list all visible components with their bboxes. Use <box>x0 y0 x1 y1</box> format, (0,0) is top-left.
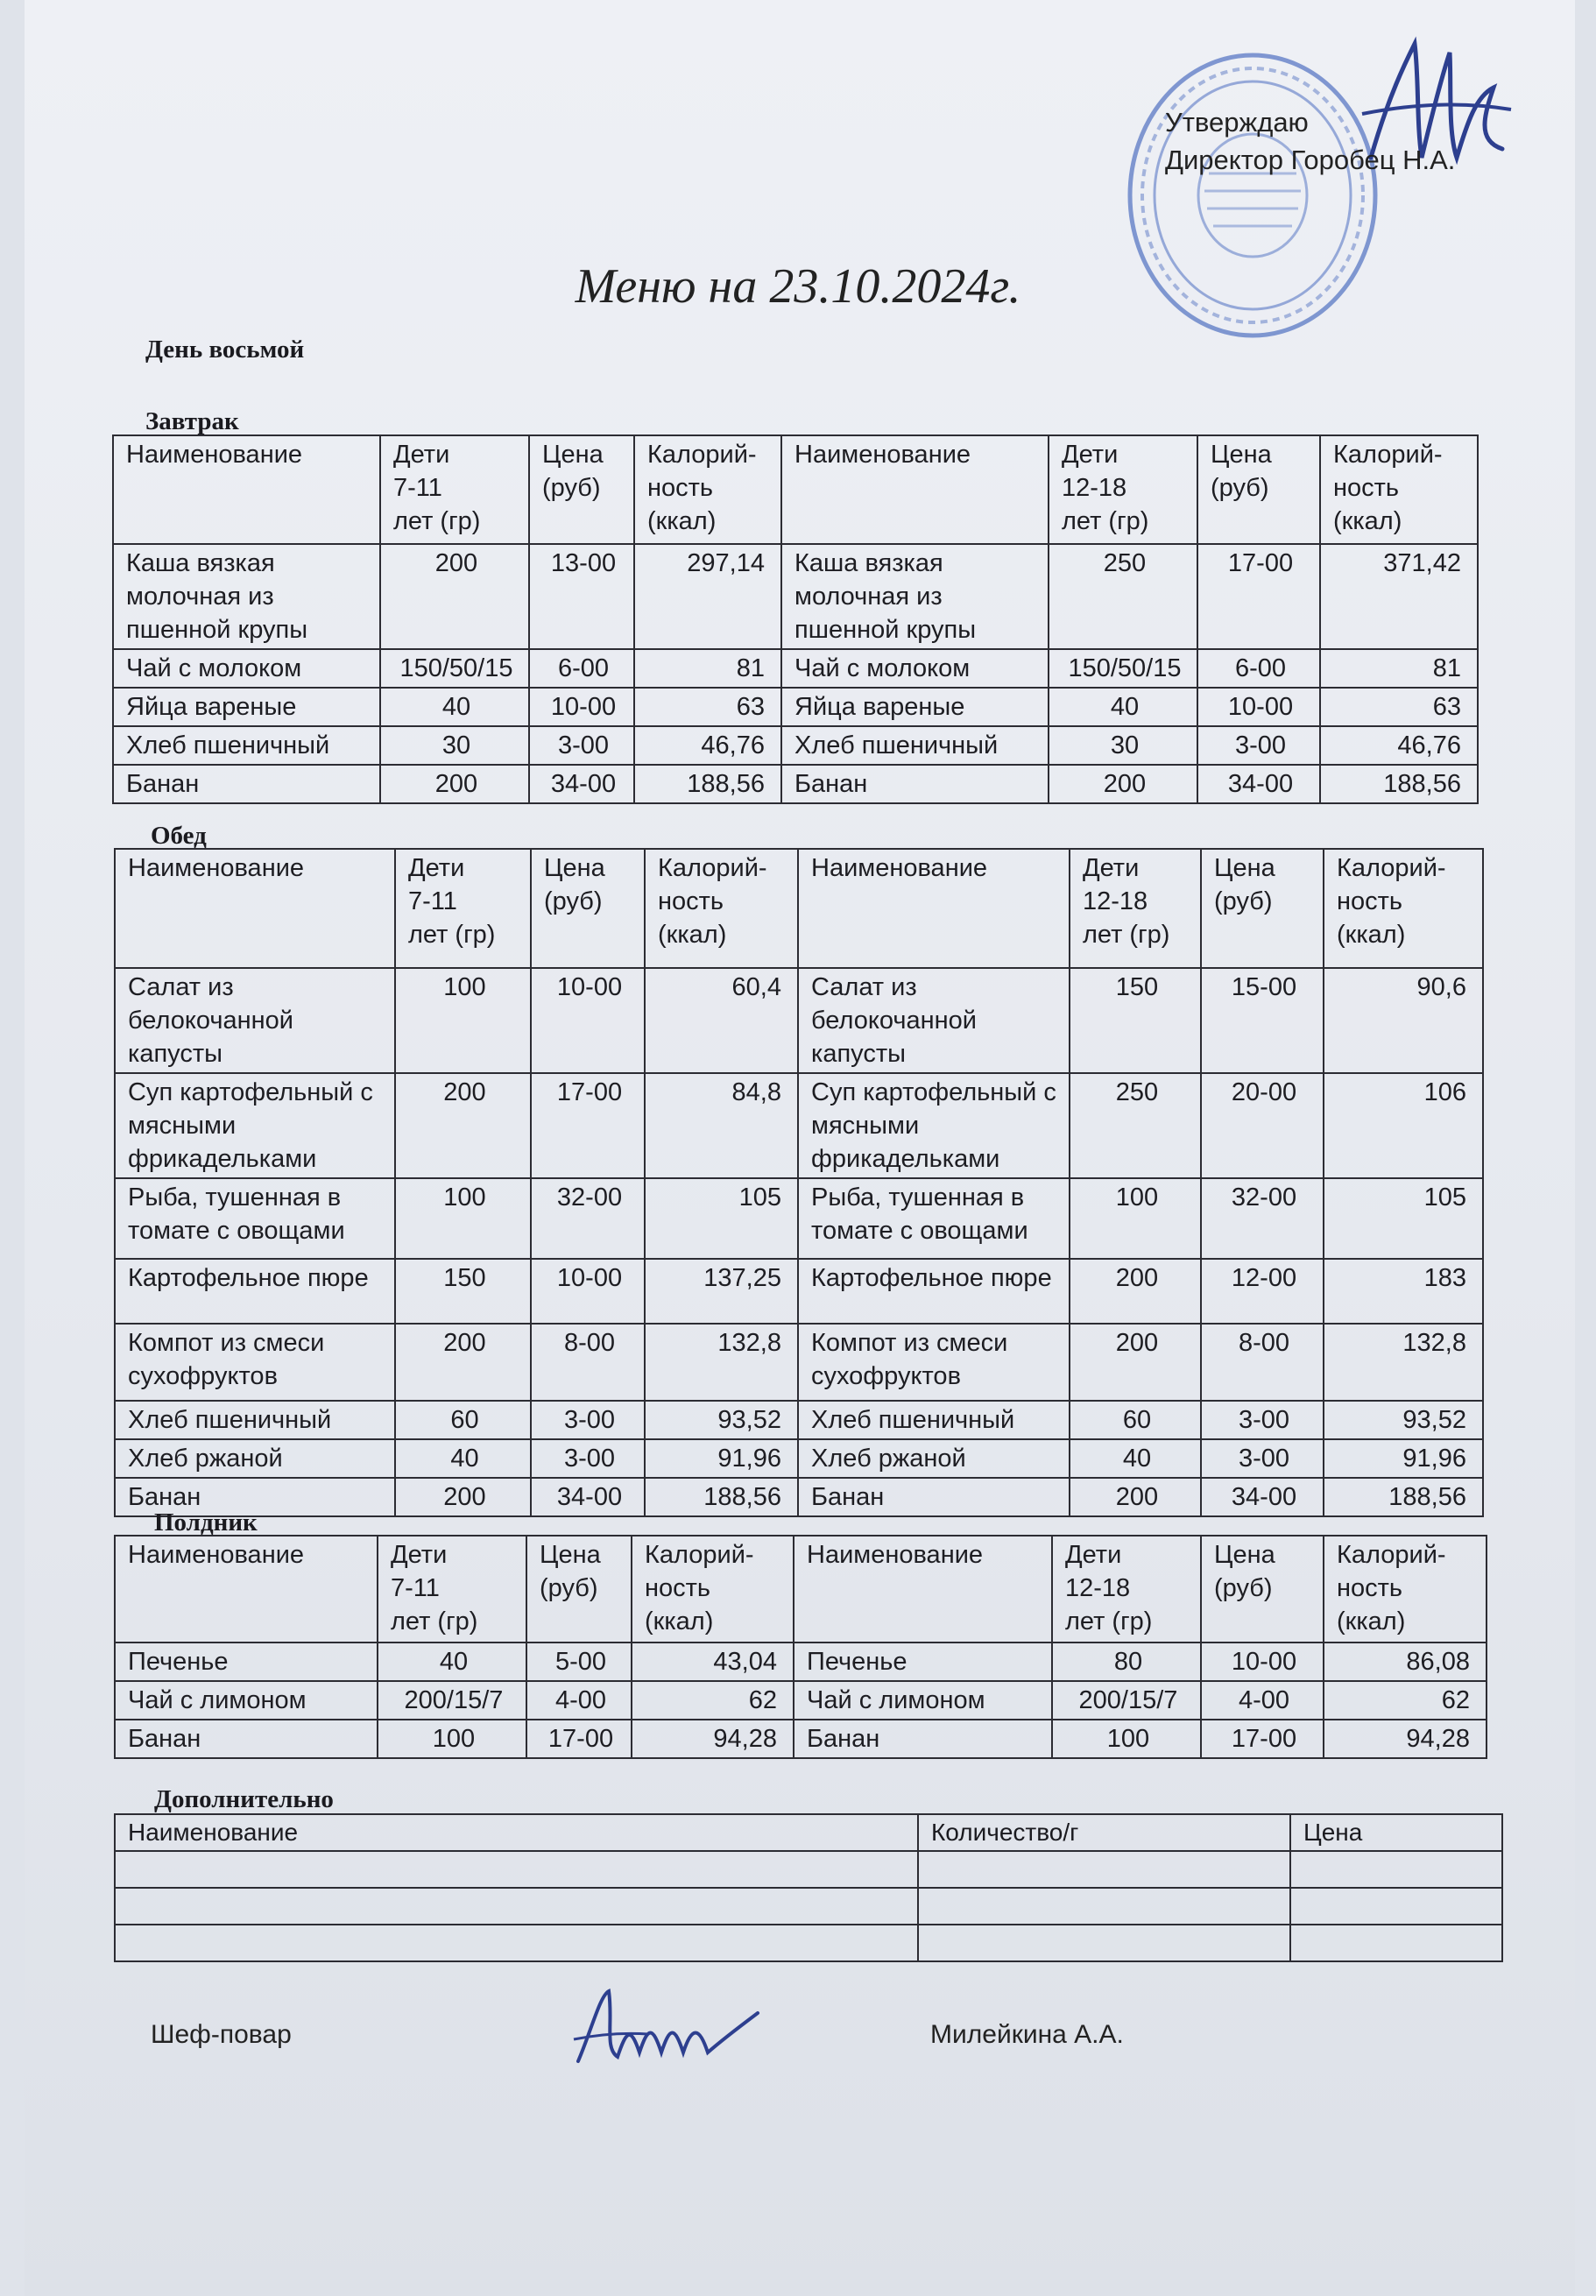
dish-name: Каша вязкая молочная из пшенной крупы <box>113 544 380 649</box>
kcal-12-18: 63 <box>1320 688 1478 726</box>
header-name-2: Наименование <box>794 1536 1052 1643</box>
price-12-18: 10-00 <box>1201 1643 1324 1681</box>
dish-name: Хлеб пшеничный <box>113 726 380 765</box>
kcal-7-11: 137,25 <box>645 1259 798 1324</box>
kcal-12-18: 90,6 <box>1324 968 1483 1073</box>
chef-role: Шеф-повар <box>151 2020 292 2049</box>
extra-empty-cell <box>918 1925 1290 1961</box>
approval-line-1: Утверждаю <box>1165 107 1309 138</box>
price-7-11: 32-00 <box>531 1178 645 1259</box>
page-title: Меню на 23.10.2024г. <box>575 259 1021 314</box>
portion-7-11: 150/50/15 <box>380 649 529 688</box>
dish-name: Банан <box>115 1720 378 1758</box>
dish-name: Печенье <box>115 1643 378 1681</box>
price-12-18: 3-00 <box>1197 726 1320 765</box>
portion-12-18: 30 <box>1049 726 1197 765</box>
kcal-12-18: 105 <box>1324 1178 1483 1259</box>
price-7-11: 10-00 <box>531 968 645 1073</box>
table-row <box>113 726 1478 765</box>
extra-empty-cell <box>115 1851 918 1888</box>
price-12-18: 10-00 <box>1197 688 1320 726</box>
portion-7-11: 100 <box>378 1720 526 1758</box>
price-12-18: 17-00 <box>1201 1720 1324 1758</box>
portion-12-18: 200 <box>1070 1259 1201 1324</box>
header-kcal: Калорий- ность (ккал) <box>632 1536 794 1643</box>
dish-name-2: Банан <box>781 765 1049 803</box>
header-row <box>115 1536 1487 1643</box>
kcal-12-18: 188,56 <box>1320 765 1478 803</box>
kcal-12-18: 183 <box>1324 1259 1483 1324</box>
table-row <box>115 1478 1483 1516</box>
extra-empty-row <box>115 1851 1502 1888</box>
kcal-12-18: 132,8 <box>1324 1324 1483 1401</box>
price-12-18: 8-00 <box>1201 1324 1324 1401</box>
dish-name: Чай с лимоном <box>115 1681 378 1720</box>
portion-12-18: 200 <box>1049 765 1197 803</box>
price-7-11: 3-00 <box>531 1439 645 1478</box>
price-12-18: 3-00 <box>1201 1439 1324 1478</box>
price-7-11: 34-00 <box>531 1478 645 1516</box>
section-title-lunch: Обед <box>151 822 207 850</box>
extra-empty-cell <box>1290 1851 1502 1888</box>
price-12-18: 17-00 <box>1197 544 1320 649</box>
extra-empty-row <box>115 1925 1502 1961</box>
dish-name-2: Картофельное пюре <box>798 1259 1070 1324</box>
section-title-snack: Полдник <box>154 1508 258 1537</box>
approval-line-2: Директор Горобец Н.А. <box>1165 145 1456 175</box>
kcal-12-18: 93,52 <box>1324 1401 1483 1439</box>
table-row <box>113 765 1478 803</box>
dish-name: Банан <box>115 1478 395 1516</box>
table-row <box>115 1259 1483 1324</box>
dish-name: Рыба, тушенная в томате с овощами <box>115 1178 395 1259</box>
header-name: Наименование <box>113 435 380 544</box>
price-7-11: 17-00 <box>531 1073 645 1178</box>
header-kcal: Калорий- ность (ккал) <box>634 435 781 544</box>
day-label: День восьмой <box>145 336 305 364</box>
header-kcal-2: Калорий- ность (ккал) <box>1324 849 1483 968</box>
header-kids-12-18: Дети 12-18 лет (гр) <box>1049 435 1197 544</box>
portion-7-11: 200 <box>380 765 529 803</box>
dish-name-2: Чай с лимоном <box>794 1681 1052 1720</box>
portion-7-11: 60 <box>395 1401 531 1439</box>
extra-header-quantity: Количество/г <box>918 1814 1290 1851</box>
portion-7-11: 40 <box>380 688 529 726</box>
portion-12-18: 250 <box>1049 544 1197 649</box>
header-price-2: Цена (руб) <box>1201 849 1324 968</box>
dish-name-2: Суп картофельный с мясными фрикадельками <box>798 1073 1070 1178</box>
header-kcal-2: Калорий- ность (ккал) <box>1324 1536 1487 1643</box>
portion-7-11: 200 <box>380 544 529 649</box>
kcal-7-11: 46,76 <box>634 726 781 765</box>
header-price-2: Цена (руб) <box>1197 435 1320 544</box>
price-12-18: 20-00 <box>1201 1073 1324 1178</box>
table-row <box>113 688 1478 726</box>
kcal-7-11: 62 <box>632 1681 794 1720</box>
header-name-2: Наименование <box>781 435 1049 544</box>
portion-12-18: 150/50/15 <box>1049 649 1197 688</box>
portion-7-11: 200 <box>395 1478 531 1516</box>
kcal-7-11: 93,52 <box>645 1401 798 1439</box>
table-row <box>115 1178 1483 1259</box>
dish-name-2: Компот из смеси сухофруктов <box>798 1324 1070 1401</box>
kcal-7-11: 81 <box>634 649 781 688</box>
price-12-18: 32-00 <box>1201 1178 1324 1259</box>
kcal-7-11: 91,96 <box>645 1439 798 1478</box>
table-row <box>115 968 1483 1073</box>
extra-empty-cell <box>918 1888 1290 1925</box>
dish-name-2: Чай с молоком <box>781 649 1049 688</box>
portion-12-18: 60 <box>1070 1401 1201 1439</box>
header-row <box>113 435 1478 544</box>
dish-name-2: Салат из белокочанной капусты <box>798 968 1070 1073</box>
portion-7-11: 30 <box>380 726 529 765</box>
header-kcal: Калорий- ность (ккал) <box>645 849 798 968</box>
dish-name: Банан <box>113 765 380 803</box>
kcal-7-11: 43,04 <box>632 1643 794 1681</box>
portion-12-18: 100 <box>1070 1178 1201 1259</box>
dish-name-2: Хлеб пшеничный <box>798 1401 1070 1439</box>
kcal-7-11: 63 <box>634 688 781 726</box>
portion-12-18: 40 <box>1070 1439 1201 1478</box>
extra-empty-cell <box>918 1851 1290 1888</box>
section-title-breakfast: Завтрак <box>145 407 239 435</box>
price-12-18: 6-00 <box>1197 649 1320 688</box>
lunch-table <box>114 848 1484 1517</box>
portion-7-11: 40 <box>378 1643 526 1681</box>
extra-empty-cell <box>1290 1888 1502 1925</box>
chef-signature <box>569 1978 762 2074</box>
table-row <box>113 649 1478 688</box>
kcal-7-11: 297,14 <box>634 544 781 649</box>
portion-12-18: 150 <box>1070 968 1201 1073</box>
dish-name-2: Хлеб пшеничный <box>781 726 1049 765</box>
approval-block <box>1165 103 1455 179</box>
kcal-7-11: 105 <box>645 1178 798 1259</box>
extra-header-name: Наименование <box>115 1814 918 1851</box>
extra-empty-cell <box>115 1925 918 1961</box>
kcal-12-18: 86,08 <box>1324 1643 1487 1681</box>
portion-7-11: 200 <box>395 1324 531 1401</box>
extra-empty-row <box>115 1888 1502 1925</box>
portion-12-18: 40 <box>1049 688 1197 726</box>
portion-7-11: 200 <box>395 1073 531 1178</box>
header-price: Цена (руб) <box>526 1536 632 1643</box>
header-kcal-2: Калорий- ность (ккал) <box>1320 435 1478 544</box>
dish-name: Яйца вареные <box>113 688 380 726</box>
table-row <box>115 1681 1487 1720</box>
kcal-12-18: 94,28 <box>1324 1720 1487 1758</box>
table-row <box>115 1324 1483 1401</box>
header-name-2: Наименование <box>798 849 1070 968</box>
extra-header-price: Цена <box>1290 1814 1502 1851</box>
portion-7-11: 100 <box>395 1178 531 1259</box>
dish-name: Салат из белокочанной капусты <box>115 968 395 1073</box>
price-7-11: 10-00 <box>529 688 634 726</box>
snack-table <box>114 1535 1487 1759</box>
kcal-7-11: 94,28 <box>632 1720 794 1758</box>
price-12-18: 34-00 <box>1201 1478 1324 1516</box>
dish-name-2: Рыба, тушенная в томате с овощами <box>798 1178 1070 1259</box>
portion-12-18: 250 <box>1070 1073 1201 1178</box>
header-kids-7-11: Дети 7-11 лет (гр) <box>395 849 531 968</box>
dish-name-2: Яйца вареные <box>781 688 1049 726</box>
dish-name: Суп картофельный с мясными фрикадельками <box>115 1073 395 1178</box>
kcal-12-18: 91,96 <box>1324 1439 1483 1478</box>
portion-7-11: 200/15/7 <box>378 1681 526 1720</box>
dish-name-2: Банан <box>794 1720 1052 1758</box>
price-7-11: 17-00 <box>526 1720 632 1758</box>
price-7-11: 10-00 <box>531 1259 645 1324</box>
kcal-7-11: 188,56 <box>634 765 781 803</box>
portion-12-18: 200/15/7 <box>1052 1681 1201 1720</box>
table-row <box>115 1439 1483 1478</box>
kcal-12-18: 371,42 <box>1320 544 1478 649</box>
kcal-7-11: 188,56 <box>645 1478 798 1516</box>
header-price: Цена (руб) <box>529 435 634 544</box>
header-name: Наименование <box>115 849 395 968</box>
dish-name-2: Банан <box>798 1478 1070 1516</box>
dish-name: Компот из смеси сухофруктов <box>115 1324 395 1401</box>
portion-7-11: 40 <box>395 1439 531 1478</box>
price-7-11: 3-00 <box>531 1401 645 1439</box>
kcal-12-18: 62 <box>1324 1681 1487 1720</box>
dish-name-2: Хлеб ржаной <box>798 1439 1070 1478</box>
price-7-11: 8-00 <box>531 1324 645 1401</box>
dish-name-2: Каша вязкая молочная из пшенной крупы <box>781 544 1049 649</box>
section-title-extra: Дополнительно <box>154 1785 334 1813</box>
dish-name: Хлеб ржаной <box>115 1439 395 1478</box>
portion-12-18: 100 <box>1052 1720 1201 1758</box>
price-7-11: 4-00 <box>526 1681 632 1720</box>
table-row <box>113 544 1478 649</box>
table-row <box>115 1720 1487 1758</box>
header-price-2: Цена (руб) <box>1201 1536 1324 1643</box>
price-7-11: 34-00 <box>529 765 634 803</box>
header-kids-12-18: Дети 12-18 лет (гр) <box>1052 1536 1201 1643</box>
extra-header-row <box>115 1814 1502 1851</box>
extra-table <box>114 1813 1503 1962</box>
price-7-11: 5-00 <box>526 1643 632 1681</box>
portion-12-18: 200 <box>1070 1324 1201 1401</box>
price-12-18: 3-00 <box>1201 1401 1324 1439</box>
dish-name: Хлеб пшеничный <box>115 1401 395 1439</box>
extra-empty-cell <box>1290 1925 1502 1961</box>
kcal-12-18: 188,56 <box>1324 1478 1483 1516</box>
breakfast-table <box>112 434 1479 804</box>
kcal-12-18: 106 <box>1324 1073 1483 1178</box>
portion-7-11: 150 <box>395 1259 531 1324</box>
header-name: Наименование <box>115 1536 378 1643</box>
table-row <box>115 1401 1483 1439</box>
kcal-7-11: 84,8 <box>645 1073 798 1178</box>
portion-12-18: 80 <box>1052 1643 1201 1681</box>
extra-empty-cell <box>115 1888 918 1925</box>
dish-name: Чай с молоком <box>113 649 380 688</box>
chef-name: Милейкина А.А. <box>930 2020 1124 2049</box>
table-row <box>115 1073 1483 1178</box>
price-7-11: 6-00 <box>529 649 634 688</box>
portion-12-18: 200 <box>1070 1478 1201 1516</box>
kcal-12-18: 81 <box>1320 649 1478 688</box>
header-kids-7-11: Дети 7-11 лет (гр) <box>378 1536 526 1643</box>
table-row <box>115 1643 1487 1681</box>
kcal-12-18: 46,76 <box>1320 726 1478 765</box>
kcal-7-11: 60,4 <box>645 968 798 1073</box>
header-row <box>115 849 1483 968</box>
price-12-18: 12-00 <box>1201 1259 1324 1324</box>
price-12-18: 4-00 <box>1201 1681 1324 1720</box>
dish-name-2: Печенье <box>794 1643 1052 1681</box>
header-price: Цена (руб) <box>531 849 645 968</box>
price-12-18: 15-00 <box>1201 968 1324 1073</box>
portion-7-11: 100 <box>395 968 531 1073</box>
dish-name: Картофельное пюре <box>115 1259 395 1324</box>
price-7-11: 13-00 <box>529 544 634 649</box>
header-kids-7-11: Дети 7-11 лет (гр) <box>380 435 529 544</box>
header-kids-12-18: Дети 12-18 лет (гр) <box>1070 849 1201 968</box>
kcal-7-11: 132,8 <box>645 1324 798 1401</box>
price-12-18: 34-00 <box>1197 765 1320 803</box>
price-7-11: 3-00 <box>529 726 634 765</box>
